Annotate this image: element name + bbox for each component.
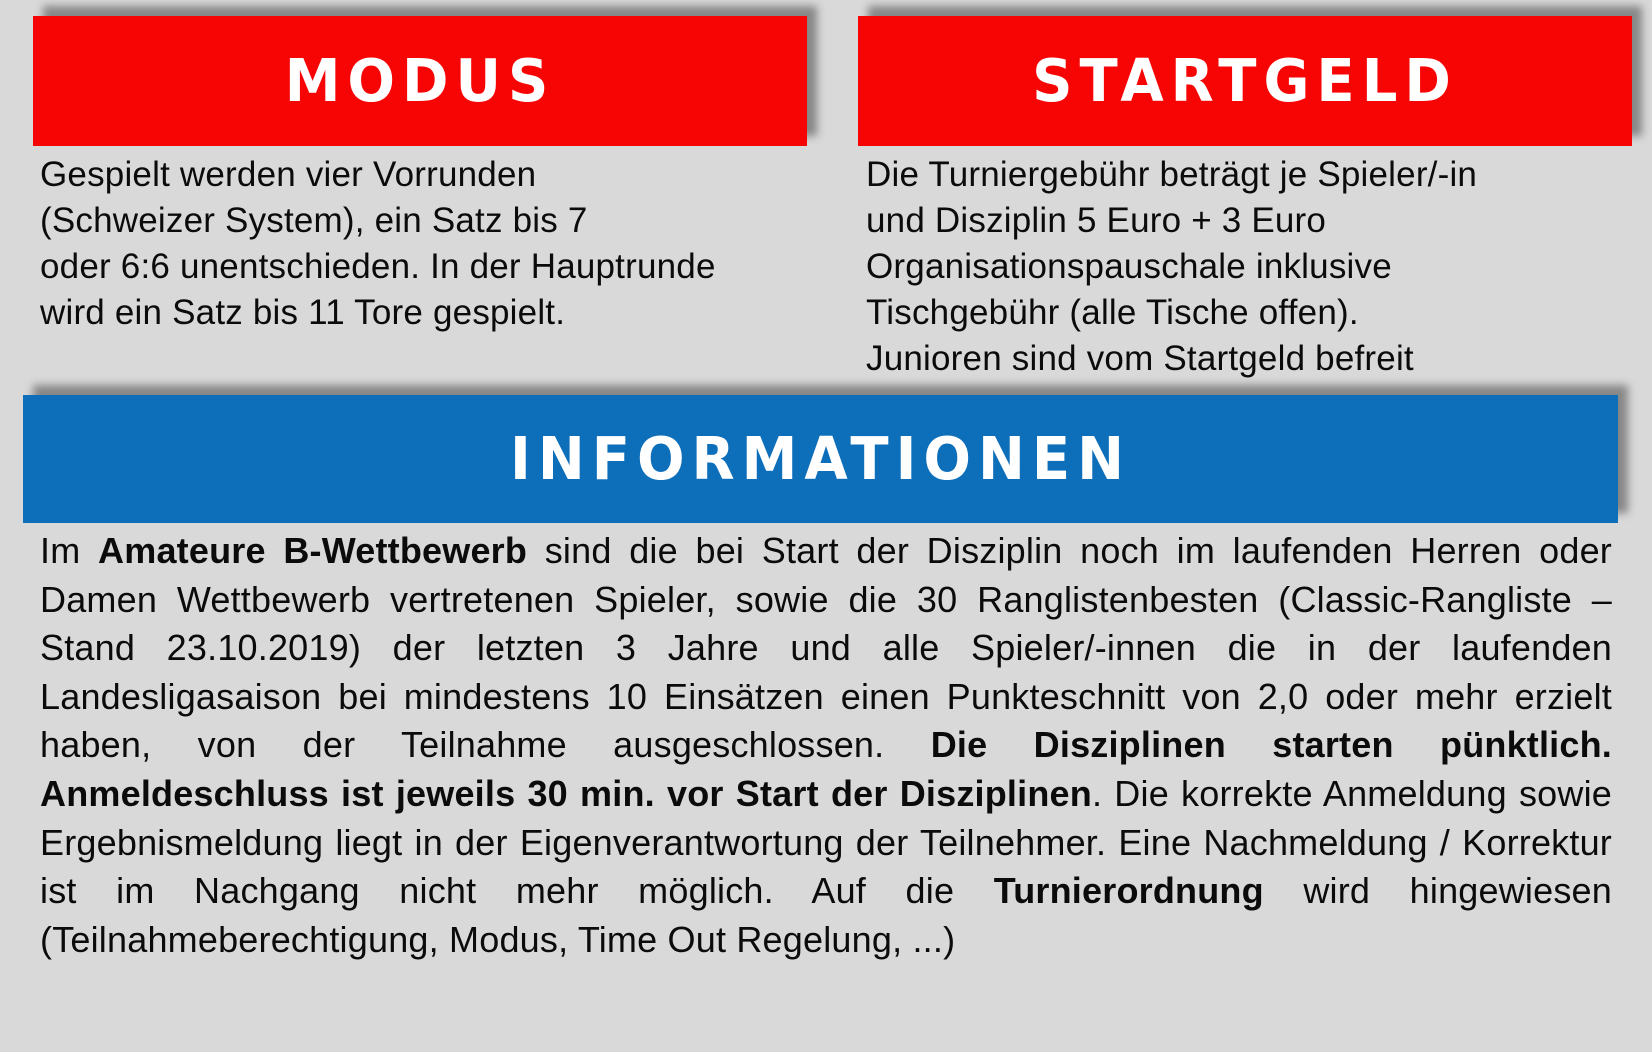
- startgeld-text-block: [866, 152, 1646, 382]
- startgeld-text-line: Die Turniergebühr beträgt je Spieler/-in: [866, 155, 1478, 194]
- modus-text-block: [40, 152, 800, 336]
- modus-title: MODUS: [284, 46, 556, 116]
- info-segment: . Die korrekte Anmeldung sowie Ergebnismeldung liegt in der Eigenverantwortung der Teilnehmer. Eine Nachmeldung / Korrektur ist im Nachgang nicht mehr möglich. Auf die: [40, 772, 1612, 912]
- info-segment-bold: Die Disziplinen starten pünktlich. Anmeldeschluss ist jeweils 30 min. vor Start der Disziplinen: [40, 724, 1612, 814]
- info-segment-bold: Turnierordnung: [993, 870, 1264, 912]
- modus-text-line: (Schweizer System), ein Satz bis 7: [40, 201, 588, 240]
- modus-text-line: Gespielt werden vier Vorrunden: [40, 155, 537, 194]
- informationen-title: INFORMATIONEN: [509, 424, 1132, 494]
- info-segment: wird hingewiesen (Teilnahmeberechtigung, Modus, Time Out Regelung, ...): [40, 870, 1612, 960]
- info-segment: Im: [40, 530, 99, 571]
- modus-text-line: oder 6:6 unentschieden. In der Hauptrunde: [40, 247, 716, 286]
- startgeld-banner: [858, 16, 1632, 146]
- informationen-banner: [23, 395, 1618, 523]
- modus-text-line: wird ein Satz bis 11 Tore gespielt.: [40, 293, 566, 332]
- startgeld-text-line: Tischgebühr (alle Tische offen).: [866, 293, 1359, 332]
- info-segment-bold: Amateure B-Wettbewerb: [98, 530, 528, 571]
- informationen-paragraph: [40, 527, 1612, 964]
- modus-banner: [33, 16, 807, 146]
- startgeld-text-line: und Disziplin 5 Euro + 3 Euro: [866, 201, 1327, 240]
- info-segment: sind die bei Start der Disziplin noch im laufenden Herren oder Damen Wettbewerb vertretenen Spieler, sowie die 30 Ranglistenbesten (Classic-Rangliste – Stand 23.10.2019) der letzten 3 Jahre und alle Spieler/-innen die in der laufenden Landesligasaison bei mindestens 10 Einsätzen einen Punkteschnitt von 2,0 oder mehr erzielt haben, von der Teilnahme ausgeschlossen.: [40, 530, 1612, 766]
- startgeld-text-line: Organisationspauschale inklusive: [866, 247, 1392, 286]
- startgeld-title: STARTGELD: [1032, 46, 1458, 116]
- startgeld-text-line: Junioren sind vom Startgeld befreit: [866, 339, 1414, 378]
